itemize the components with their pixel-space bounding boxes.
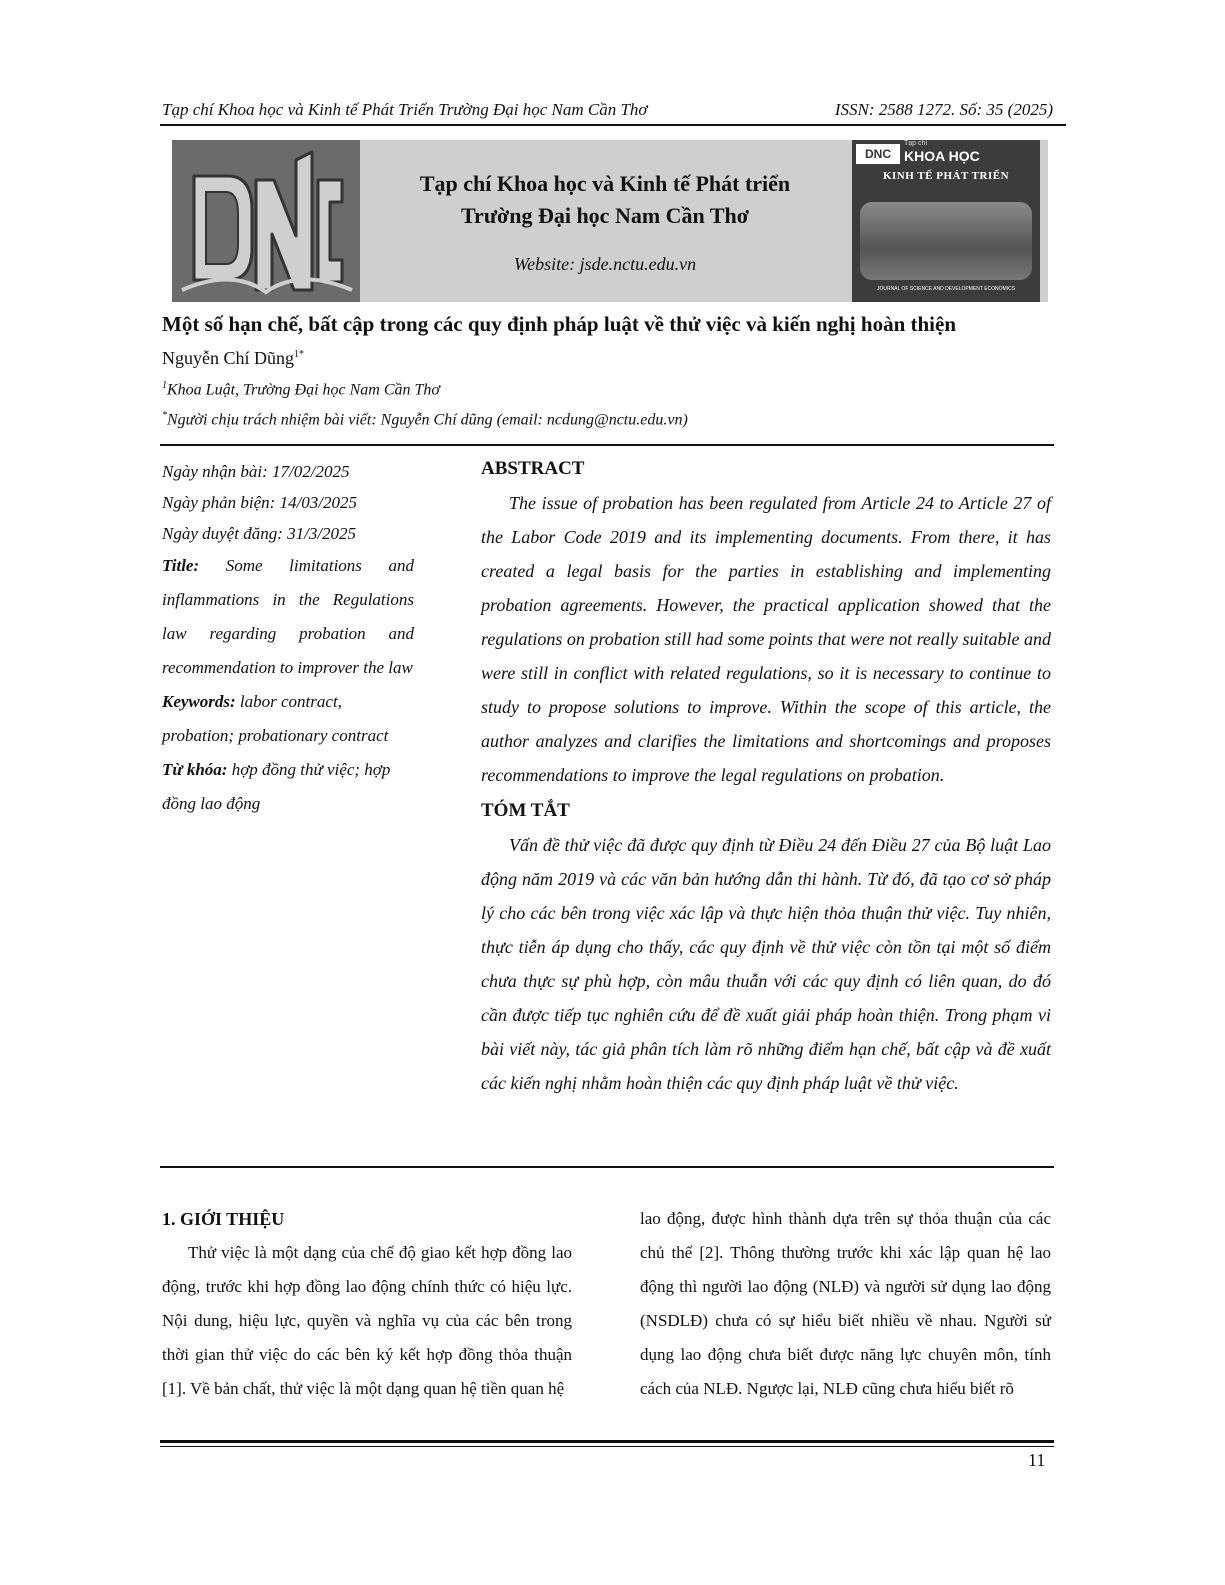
cover-kinh-te: KINH TẾ PHÁT TRIỂN bbox=[882, 170, 1010, 182]
date-accepted: Ngày duyệt đăng: 31/3/2025 bbox=[162, 524, 357, 543]
keywords bbox=[162, 685, 414, 753]
banner-title bbox=[360, 168, 850, 232]
author-line bbox=[162, 348, 304, 369]
page-number: 11 bbox=[1028, 1450, 1046, 1470]
banner-title-line1: Tạp chí Khoa học và Kinh tế Phát triển bbox=[419, 171, 791, 196]
abstract-heading: ABSTRACT bbox=[481, 458, 585, 479]
journal-banner bbox=[172, 140, 1048, 302]
corresponding-author bbox=[162, 410, 688, 429]
english-title bbox=[162, 549, 414, 685]
date-received: Ngày nhận bài: 17/02/2025 bbox=[162, 462, 350, 481]
abstract-rule bbox=[160, 1166, 1054, 1168]
footer-rule-thick bbox=[160, 1440, 1054, 1443]
cover-photo bbox=[860, 202, 1032, 280]
abstract-text: The issue of probation has been regulated from Article 24 to Article 27 of the Labor Code 2019 and its implementing documents. From there, it has created a legal basis for the parties in establishing and implementing probation agreements. However, the practical application showed that the regulations on probation still had some points that were not really suitable and were still in conflict with related regulations, so it is necessary to continue to study to propose solutions to improve. Within the scope of this article, the author analyzes and clarifies the limitations and shortcomings and proposes recommendations to improve the legal regulations on probation. bbox=[481, 493, 1051, 785]
banner-title-line2: Trường Đại học Nam Cần Thơ bbox=[461, 203, 749, 228]
cover-small-label: Tạp chí bbox=[904, 140, 928, 147]
paper-title: Một số hạn chế, bất cập trong các quy định pháp luật về thử việc và kiến nghị hoàn thiện bbox=[162, 312, 957, 336]
affiliation-mark: 1 bbox=[162, 380, 167, 391]
keywords-label: Keywords: bbox=[162, 692, 236, 711]
body-left-column bbox=[162, 1202, 572, 1406]
keywords-value: labor contract, probation; probationary contract bbox=[162, 692, 389, 745]
body-left-paragraph: Thử việc là một dạng của chế độ giao kết hợp đồng lao động, trước khi hợp đồng lao động chính thức có hiệu lực. Nội dung, hiệu lực, quyền và nghĩa vụ của các bên trong thời gian thử việc do các bên ký kết hợp đồng thỏa thuận [1]. Về bản chất, thử việc là một dạng quan hệ tiền quan hệ bbox=[162, 1243, 572, 1398]
abstract-block bbox=[481, 456, 1051, 1106]
cover-badge: DNC bbox=[856, 144, 900, 164]
tom-tat-heading: TÓM TẮT bbox=[481, 800, 570, 821]
affiliation bbox=[162, 380, 440, 399]
title-rule bbox=[160, 444, 1054, 446]
affiliation-text: Khoa Luật, Trường Đại học Nam Cần Thơ bbox=[167, 381, 440, 399]
english-title-label: Title: bbox=[162, 556, 200, 575]
tom-tat-text: Vấn đề thử việc đã được quy định từ Điều 24 đến Điều 27 của Bộ luật Lao động năm 2019 và các văn bản hướng dẫn thi hành. Từ đó, đã tạo cơ sở pháp lý cho các bên trong việc xác lập và thực hiện thỏa thuận thử việc. Tuy nhiên, thực tiễn áp dụng cho thấy, các quy định về thử việc còn tồn tại một số điểm chưa thực sự phù hợp, còn mâu thuẫn với các quy định có liên quan, do đó cần được tiếp tục nghiên cứu để đề xuất giải pháp hoàn thiện. Trong phạm vi bài viết này, tác giả phân tích làm rõ những điểm hạn chế, bất cập và đề xuất các kiến nghị nhằm hoàn thiện các quy định pháp luật về thử việc. bbox=[481, 835, 1051, 1093]
cover-khoa-hoc: KHOA HỌC bbox=[904, 148, 980, 164]
footer-rule-thin bbox=[160, 1446, 1054, 1447]
dnc-logo-graphic bbox=[172, 140, 360, 302]
corresponding-mark: * bbox=[162, 410, 167, 421]
dnc-logo bbox=[172, 140, 360, 302]
tu-khoa-label: Từ khóa: bbox=[162, 760, 228, 779]
section-heading: 1. GIỚI THIỆU bbox=[162, 1209, 285, 1229]
running-header-issn: ISSN: 2588 1272. Số: 35 (2025) bbox=[834, 100, 1053, 119]
tu-khoa bbox=[162, 753, 414, 821]
journal-cover-thumbnail bbox=[852, 140, 1040, 302]
corresponding-text: Người chịu trách nhiệm bài viết: Nguyễn Chí dũng (email: ncdung@nctu.edu.vn) bbox=[167, 411, 688, 429]
banner-website: Website: jsde.nctu.edu.vn bbox=[513, 254, 697, 274]
author-mark: 1* bbox=[294, 349, 304, 360]
english-title-value: Some limitations and inflammations in the Regulations law regarding probation and recommendation to improver the law bbox=[162, 556, 415, 677]
tu-khoa-value: hợp đồng thử việc; hợp đồng lao động bbox=[162, 760, 391, 813]
body-right-column bbox=[640, 1202, 1051, 1406]
cover-footer: JOURNAL OF SCIENCE AND DEVELOPMENT ECONOMICS bbox=[876, 286, 1016, 292]
date-reviewed: Ngày phản biện: 14/03/2025 bbox=[162, 493, 358, 512]
body-right-paragraph: lao động, được hình thành dựa trên sự thỏa thuận của các chủ thể [2]. Thông thường trước khi xác lập quan hệ lao động thì người lao động (NLĐ) và người sử dụng lao động (NSDLĐ) chưa có sự hiểu biết nhiều về nhau. Người sử dụng lao động chưa biết được năng lực chuyên môn, tính cách của NLĐ. Ngược lại, NLĐ cũng chưa hiểu biết rõ bbox=[640, 1209, 1051, 1398]
header-rule bbox=[160, 124, 1066, 126]
article-info bbox=[162, 456, 414, 821]
author-name: Nguyễn Chí Dũng bbox=[162, 348, 294, 368]
running-header-journal: Tạp chí Khoa học và Kinh tế Phát Triển Trường Đại học Nam Cần Thơ bbox=[162, 100, 648, 119]
